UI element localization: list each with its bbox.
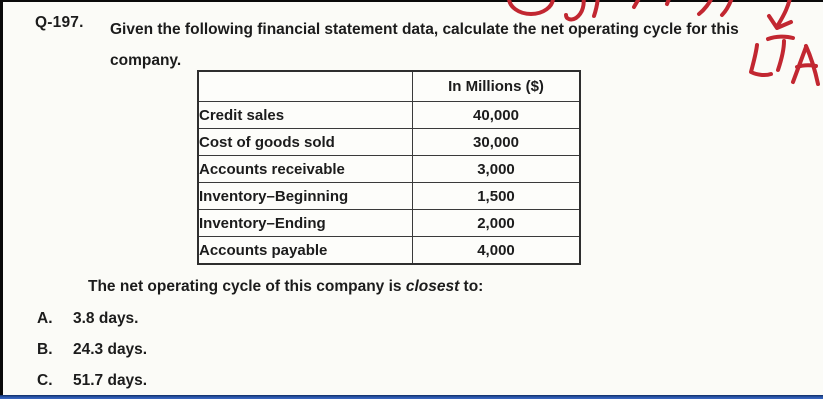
option-letter: A.: [37, 310, 53, 327]
option-letter: C.: [37, 372, 53, 389]
row-label: Cost of goods sold: [198, 129, 413, 156]
row-value: 40,000: [413, 102, 581, 129]
row-label: Accounts receivable: [198, 156, 413, 183]
red-circle-annotation: [509, 0, 553, 14]
option-text: 3.8 days.: [73, 310, 139, 327]
answer-option-b: [37, 341, 147, 359]
option-letter: B.: [37, 341, 53, 358]
prompt-emphasis: closest: [405, 278, 460, 295]
table-row: [198, 156, 580, 183]
table-header-row: [198, 71, 580, 102]
bottom-margin: [0, 399, 823, 404]
red-stroke-fragment: [722, 0, 733, 15]
table-header-units-cell: In Millions ($): [413, 71, 581, 102]
question-text-line2: company.: [110, 52, 182, 69]
row-label: Accounts payable: [198, 237, 413, 265]
row-label: Credit sales: [198, 102, 413, 129]
financial-data-table: [197, 70, 581, 265]
table-row: [198, 210, 580, 237]
table-row: [198, 102, 580, 129]
option-text: 24.3 days.: [73, 341, 148, 358]
prompt-before: The net operating cycle of this company is: [88, 278, 406, 295]
row-label: Inventory–Ending: [198, 210, 413, 237]
answer-option-c: [37, 372, 147, 390]
question-text: [110, 14, 810, 76]
row-value: 4,000: [413, 237, 581, 265]
row-value: 30,000: [413, 129, 581, 156]
table-header-empty-cell: [198, 71, 413, 102]
table-row: [198, 237, 580, 265]
answer-option-a: [37, 310, 139, 328]
row-value: 1,500: [413, 183, 581, 210]
question-prompt: [88, 278, 483, 296]
row-label: Inventory–Beginning: [198, 183, 413, 210]
top-edge-bar: [0, 0, 823, 2]
row-value: 2,000: [413, 210, 581, 237]
prompt-suffix: to:: [459, 278, 484, 295]
table-row: [198, 183, 580, 210]
question-number: Q-197.: [35, 14, 84, 31]
left-edge-bar: [0, 0, 3, 404]
table-row: [198, 129, 580, 156]
question-text-line1: Given the following financial statement data, calculate the net operating cycle for this: [110, 21, 739, 38]
option-text: 51.7 days.: [73, 372, 148, 389]
row-value: 3,000: [413, 156, 581, 183]
red-stroke-fragment: [699, 0, 713, 14]
